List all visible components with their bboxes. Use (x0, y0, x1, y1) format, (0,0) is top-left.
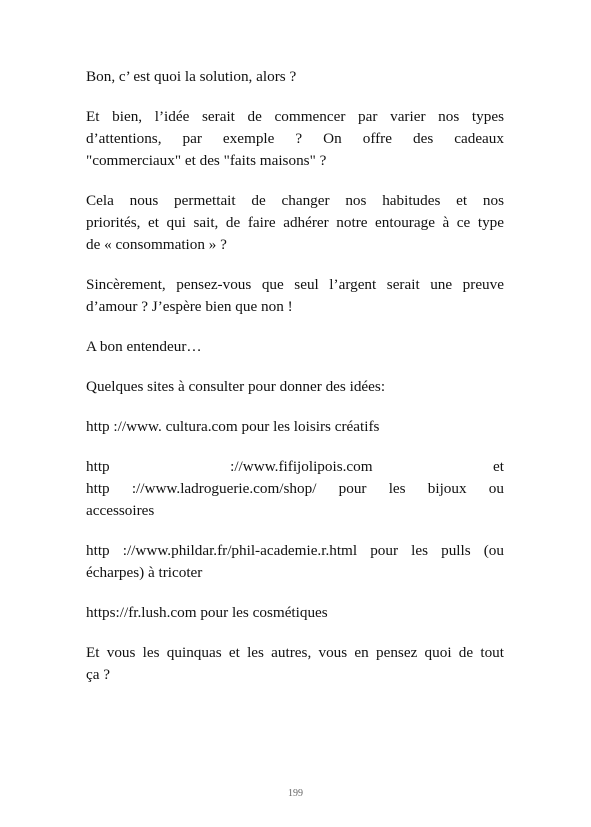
text-line: Quelques sites à consulter pour donner des idées: (86, 378, 386, 395)
text-line: http ://www. cultura.com pour les loisirs créatifs (86, 418, 380, 435)
link-cultura[interactable] (86, 416, 504, 438)
paragraph-closing-question (86, 642, 504, 686)
paragraph-question (86, 66, 504, 88)
text-line: Et bien, l’idée serait de commencer par varier nos types (86, 108, 504, 125)
paragraph-conclusion (86, 336, 504, 358)
text-line: http ://www.ladroguerie.com/shop/ pour les bijoux ou (86, 480, 504, 497)
link-fifijolipois-ladroguerie[interactable] (86, 456, 504, 522)
text-line: écharpes) à tricoter (86, 564, 203, 581)
text-line: http ://www.phildar.fr/phil-academie.r.html pour les pulls (ou (86, 542, 504, 559)
text-line: de « consommation » ? (86, 236, 227, 253)
text-line: Et vous les quinquas et les autres, vous en pensez quoi de tout (86, 644, 504, 661)
paragraph-sites-intro (86, 376, 504, 398)
text-line: accessoires (86, 502, 155, 519)
link-lush[interactable] (86, 602, 504, 624)
text-line: https://fr.lush.com pour les cosmétiques (86, 604, 328, 621)
text-line: Bon, c’ est quoi la solution, alors ? (86, 68, 297, 85)
text-line: ça ? (86, 666, 111, 683)
paragraph-habits (86, 190, 504, 256)
text-line: A bon entendeur… (86, 338, 202, 355)
text-line: priorités, et qui sait, de faire adhérer notre entourage à ce type (86, 214, 504, 231)
paragraph-love (86, 274, 504, 318)
text-line: d’attentions, par exemple ? On offre des cadeaux (86, 130, 504, 147)
paragraph-idea (86, 106, 504, 172)
text-line: "commerciaux" et des "faits maisons" ? (86, 152, 327, 169)
text-line: d’amour ? J’espère bien que non ! (86, 298, 293, 315)
link-phildar[interactable] (86, 540, 504, 584)
text-line: Sincèrement, pensez-vous que seul l’argent serait une preuve (86, 276, 504, 293)
text-line: Cela nous permettait de changer nos habitudes et nos (86, 192, 504, 209)
page-number: 199 (288, 788, 303, 799)
text-line: http ://www.fifijolipois.com et (86, 458, 504, 475)
document-body (86, 66, 504, 704)
